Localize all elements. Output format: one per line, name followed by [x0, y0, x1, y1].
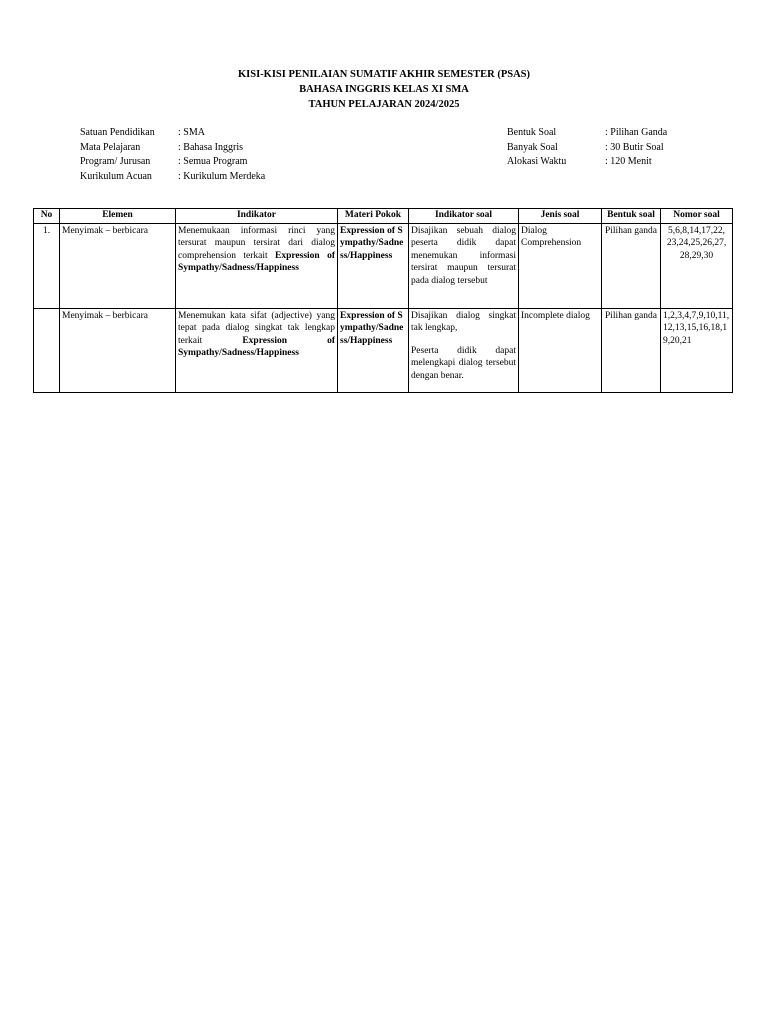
info-value: : 30 Butir Soal: [605, 141, 664, 153]
cell-indikator: [176, 223, 338, 308]
info-value: : Kurikulum Merdeka: [178, 170, 266, 182]
cell-no: [34, 308, 60, 392]
cell-indikator-soal: [409, 223, 519, 308]
info-value: : SMA: [178, 127, 205, 138]
cell-indikator-soal: [409, 308, 519, 392]
title-line-1: KISI-KISI PENILAIAN SUMATIF AKHIR SEMESTER (PSAS): [237, 69, 531, 80]
cell-bentuk: Pilihan ganda: [602, 308, 661, 392]
cell-nomor: 5,6,8,14,17,22, 23,24,25,26,27, 28,29,30: [661, 223, 733, 308]
info-left: [80, 126, 265, 184]
cell-indikator: [176, 308, 338, 392]
document-title: [0, 67, 768, 112]
cell-materi: Expression of Sympathy/Sadness/Happiness: [338, 308, 409, 392]
indikator-soal-text: Disajikan sebuah dialog peserta didik dapat menemukan informasi tersirat maupun tersurat pada dialog tersebut: [411, 225, 516, 286]
info-row: [80, 126, 265, 141]
info-key: Program/ Jurusan: [80, 156, 151, 167]
column-header-nomor: Nomor soal: [661, 209, 733, 224]
column-header-materi: Materi Pokok: [338, 209, 409, 224]
info-key: Kurikulum Acuan: [80, 170, 152, 182]
cell-bentuk: Pilihan ganda: [602, 223, 661, 308]
info-row: [80, 170, 265, 185]
info-right: [507, 126, 667, 170]
indikator-soal-text: Disajikan dialog singkat tak lengkap,: [411, 310, 516, 333]
info-key: Bentuk Soal: [507, 127, 557, 138]
cell-materi: Expression of Sympathy/Sadness/Happiness: [338, 223, 409, 308]
column-header-elemen: Elemen: [60, 209, 176, 224]
column-header-bentuk: Bentuk soal: [602, 209, 661, 224]
indikator-bold-text: Expression of Sympathy/Sadness/Happiness: [178, 250, 335, 273]
info-key: Alokasi Waktu: [507, 156, 567, 167]
column-header-jenis: Jenis soal: [519, 209, 602, 224]
info-value: : Bahasa Inggris: [178, 141, 243, 153]
indikator-bold-text: Expression of Sympathy/Sadness/Happiness: [178, 335, 335, 358]
column-header-indikator: Indikator: [176, 209, 338, 224]
table-row: [34, 223, 733, 308]
title-line-3: TAHUN PELAJARAN 2024/2025: [308, 99, 460, 110]
title-line-2: BAHASA INGGRIS KELAS XI SMA: [299, 84, 469, 95]
info-row: [507, 126, 667, 141]
indikator-text: Menemukaan informasi rinci yang tersurat maupun tersirat dari dialog comprehension terkait: [178, 225, 335, 261]
info-row: [80, 141, 265, 156]
table-header-row: [34, 209, 733, 224]
table-row: [34, 308, 733, 392]
info-key: Satuan Pendidikan: [80, 127, 155, 138]
cell-no: 1.: [34, 223, 60, 308]
indikator-text: Menemukan kata sifat (adjective) yang tepat pada dialog singkat tak lengkap terkait: [178, 310, 335, 346]
info-row: [507, 155, 667, 170]
cell-nomor: 1,2,3,4,7,9,10,11,12,13,15,16,18,19,20,21: [661, 308, 733, 392]
info-key: Mata Pelajaran: [80, 141, 141, 153]
column-header-indikator-soal: Indikator soal: [409, 209, 519, 224]
info-row: [80, 155, 265, 170]
grid-table: [33, 208, 733, 393]
info-value: : Pilihan Ganda: [605, 127, 668, 138]
column-header-no: No: [34, 209, 60, 224]
info-key: Banyak Soal: [507, 141, 558, 153]
cell-jenis: Incomplete dialog: [519, 308, 602, 392]
indikator-soal-text-2: Peserta didik dapat melengkapi dialog tersebut dengan benar.: [411, 345, 516, 381]
info-value: : Semua Program: [178, 156, 248, 167]
info-row: [507, 141, 667, 156]
cell-elemen: Menyimak – berbicara: [60, 223, 176, 308]
info-value: : 120 Menit: [605, 156, 652, 167]
cell-jenis: Dialog Comprehension: [519, 223, 602, 308]
cell-elemen: Menyimak – berbicara: [60, 308, 176, 392]
